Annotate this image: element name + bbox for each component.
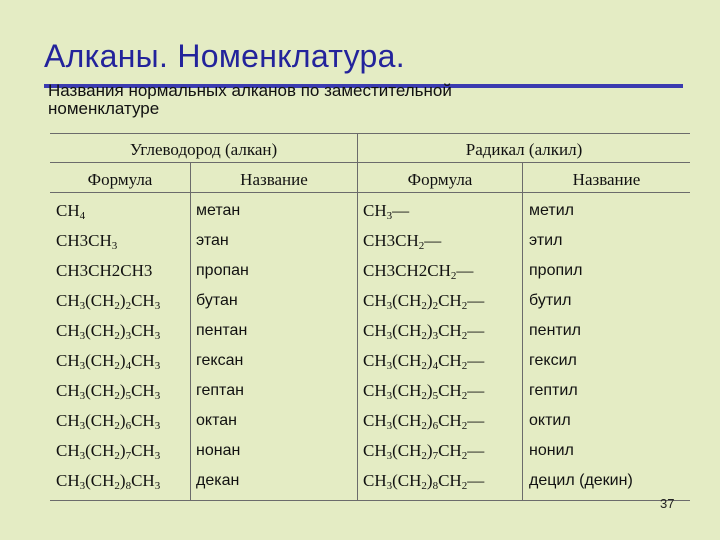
alkane-formula-cell: $CH_3(CH_2)_8CH_3$ (56, 471, 161, 492)
radical-formula-cell: $CH_3(CH_2)_3CH_2—$ (363, 321, 485, 342)
alkane-formula-cell: $CH_3(CH_2)_2CH_3$ (56, 291, 161, 312)
radical-formula-cell: $CH_3(CH_2)_6CH_2—$ (363, 411, 485, 432)
alkane-formula-cell: $CH_3(CH_2)_4CH_3$ (56, 351, 161, 372)
radical-formula-cell: $CH3CH_2—$ (363, 231, 442, 252)
alkane-formula-cell: $CH_3(CH_2)_7CH_3$ (56, 441, 161, 462)
alkane-formula-cell: $CH_4$ (56, 201, 86, 222)
radical-formula-cell: $CH3CH2CH_2—$ (363, 261, 474, 282)
column-header-radical-formula: Формула (407, 170, 473, 189)
group-header-alkane: Углеводород (алкан) (129, 140, 278, 159)
radical-name-cell: пропил (529, 262, 583, 279)
radical-formula-cell: $CH_3(CH_2)_5CH_2—$ (363, 381, 485, 402)
radical-formula-cell: $CH_3(CH_2)_8CH_2—$ (363, 471, 485, 492)
group-header-radical: Радикал (алкил) (465, 140, 583, 159)
radical-name-cell: пентил (529, 322, 581, 339)
radical-formula-cell: $CH_3(CH_2)_2CH_2—$ (363, 291, 485, 312)
alkane-name-cell: гептан (196, 382, 244, 399)
radical-name-cell: гексил (529, 352, 577, 369)
alkane-name-cell: пентан (196, 322, 248, 339)
radical-formula-cell: $CH_3—$ (363, 201, 410, 222)
alkane-name-cell: декан (196, 472, 240, 489)
page-number: 37 (660, 496, 675, 511)
slide-subtitle (48, 81, 608, 119)
table-header-rule (50, 192, 690, 193)
table-right-divider (522, 162, 523, 500)
alkane-name-cell: октан (196, 412, 237, 429)
alkane-formula-cell: $CH_3(CH_2)_6CH_3$ (56, 411, 161, 432)
alkane-formula-cell: CH3CH2CH3 (56, 261, 153, 280)
radical-name-cell: гептил (529, 382, 578, 399)
subtitle-line-1: Названия нормальных алканов по заместительной (48, 81, 452, 99)
alkane-name-cell: этан (196, 232, 229, 249)
radical-name-cell: октил (529, 412, 571, 429)
alkane-formula-cell: $CH_3(CH_2)_5CH_3$ (56, 381, 161, 402)
radical-name-cell: этил (529, 232, 563, 249)
table-top-rule (50, 133, 690, 134)
alkane-name-cell: метан (196, 202, 241, 219)
radical-name-cell: метил (529, 202, 574, 219)
radical-name-cell: децил (декин) (529, 472, 633, 489)
slide-title: Алканы. Номенклатура. (44, 38, 405, 74)
alkane-name-cell: нонан (196, 442, 241, 459)
alkane-name-cell: пропан (196, 262, 249, 279)
alkane-formula-cell: $CH3CH_3$ (56, 231, 118, 252)
alkane-formula-cell: $CH_3(CH_2)_3CH_3$ (56, 321, 161, 342)
column-header-radical-name: Название (572, 170, 641, 189)
subtitle-line-2: номенклатуре (48, 99, 160, 118)
radical-name-cell: бутил (529, 292, 572, 309)
table-left-divider (190, 162, 191, 500)
column-header-alkane-name: Название (240, 170, 308, 189)
alkane-name-cell: гексан (196, 352, 244, 369)
table-group-rule (50, 162, 690, 163)
alkane-name-cell: бутан (196, 292, 238, 309)
radical-formula-cell: $CH_3(CH_2)_4CH_2—$ (363, 351, 485, 372)
table-bottom-rule (50, 500, 690, 501)
radical-formula-cell: $CH_3(CH_2)_7CH_2—$ (363, 441, 485, 462)
column-header-alkane-formula: Формула (87, 170, 153, 189)
radical-name-cell: нонил (529, 442, 574, 459)
